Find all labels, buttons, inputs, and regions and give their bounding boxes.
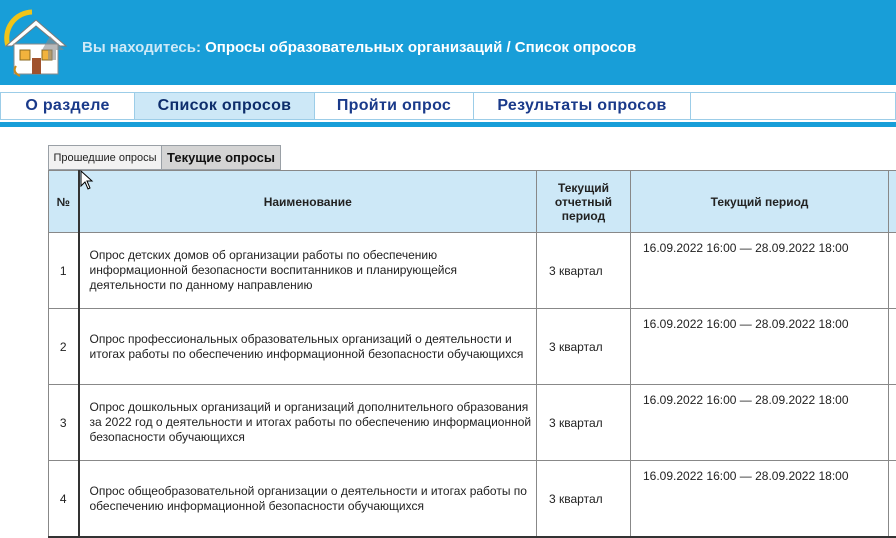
breadcrumb-prefix: Вы находитесь: (82, 39, 201, 56)
survey-name[interactable]: Опрос общеобразовательной организации о деятельности и итогах работы по обеспечению информационной безопасности обучающихся (79, 461, 537, 538)
row-extra-cell (889, 233, 896, 309)
breadcrumb (82, 39, 636, 56)
reporting-period: 3 квартал (537, 461, 631, 538)
col-header-reporting-period: Текущий отчетный период (537, 171, 631, 233)
col-header-number: № (49, 171, 79, 233)
col-header-current-period: Текущий период (631, 171, 889, 233)
row-number: 4 (49, 461, 79, 538)
home-logo-icon[interactable] (2, 6, 70, 78)
table-row[interactable] (49, 309, 896, 385)
current-period: 16.09.2022 16:00 — 28.09.2022 18:00 (631, 309, 889, 385)
row-number: 3 (49, 385, 79, 461)
reporting-period: 3 квартал (537, 309, 631, 385)
surveys-table (48, 170, 896, 538)
breadcrumb-path: Опросы образовательных организаций / Список опросов (205, 39, 636, 56)
row-number: 1 (49, 233, 79, 309)
tab-survey-results[interactable]: Результаты опросов (473, 92, 691, 120)
tab-about[interactable]: О разделе (0, 92, 135, 120)
current-period: 16.09.2022 16:00 — 28.09.2022 18:00 (631, 461, 889, 538)
tab-empty (690, 92, 896, 120)
col-header-extra (889, 171, 896, 233)
col-header-name: Наименование (79, 171, 537, 233)
row-extra-cell (889, 309, 896, 385)
table-header-row (49, 171, 896, 233)
table-row[interactable] (49, 385, 896, 461)
row-extra-cell (889, 461, 896, 538)
current-period: 16.09.2022 16:00 — 28.09.2022 18:00 (631, 233, 889, 309)
subtab-past-surveys[interactable]: Прошедшие опросы (48, 145, 162, 170)
table-row[interactable] (49, 461, 896, 538)
survey-name[interactable]: Опрос детских домов об организации работы по обеспечению информационной безопасности воспитанников и планирующейся деятельности по данному направлению (79, 233, 537, 309)
survey-name[interactable]: Опрос профессиональных образовательных организаций о деятельности и итогах работы по обеспечению информационной безопасности обучающихся (79, 309, 537, 385)
row-number: 2 (49, 309, 79, 385)
subtab-current-surveys[interactable]: Текущие опросы (161, 145, 281, 170)
reporting-period: 3 квартал (537, 385, 631, 461)
table-row[interactable] (49, 233, 896, 309)
mouse-pointer-icon (80, 170, 94, 190)
tab-survey-list[interactable]: Список опросов (134, 92, 315, 120)
site-header (0, 0, 896, 85)
row-extra-cell (889, 385, 896, 461)
current-period: 16.09.2022 16:00 — 28.09.2022 18:00 (631, 385, 889, 461)
survey-name[interactable]: Опрос дошкольных организаций и организаций дополнительного образования за 2022 год о деятельности и итогах работы по обеспечению информационной безопасности обучающихся (79, 385, 537, 461)
tab-take-survey[interactable]: Пройти опрос (314, 92, 474, 120)
reporting-period: 3 квартал (537, 233, 631, 309)
main-nav (0, 92, 896, 127)
